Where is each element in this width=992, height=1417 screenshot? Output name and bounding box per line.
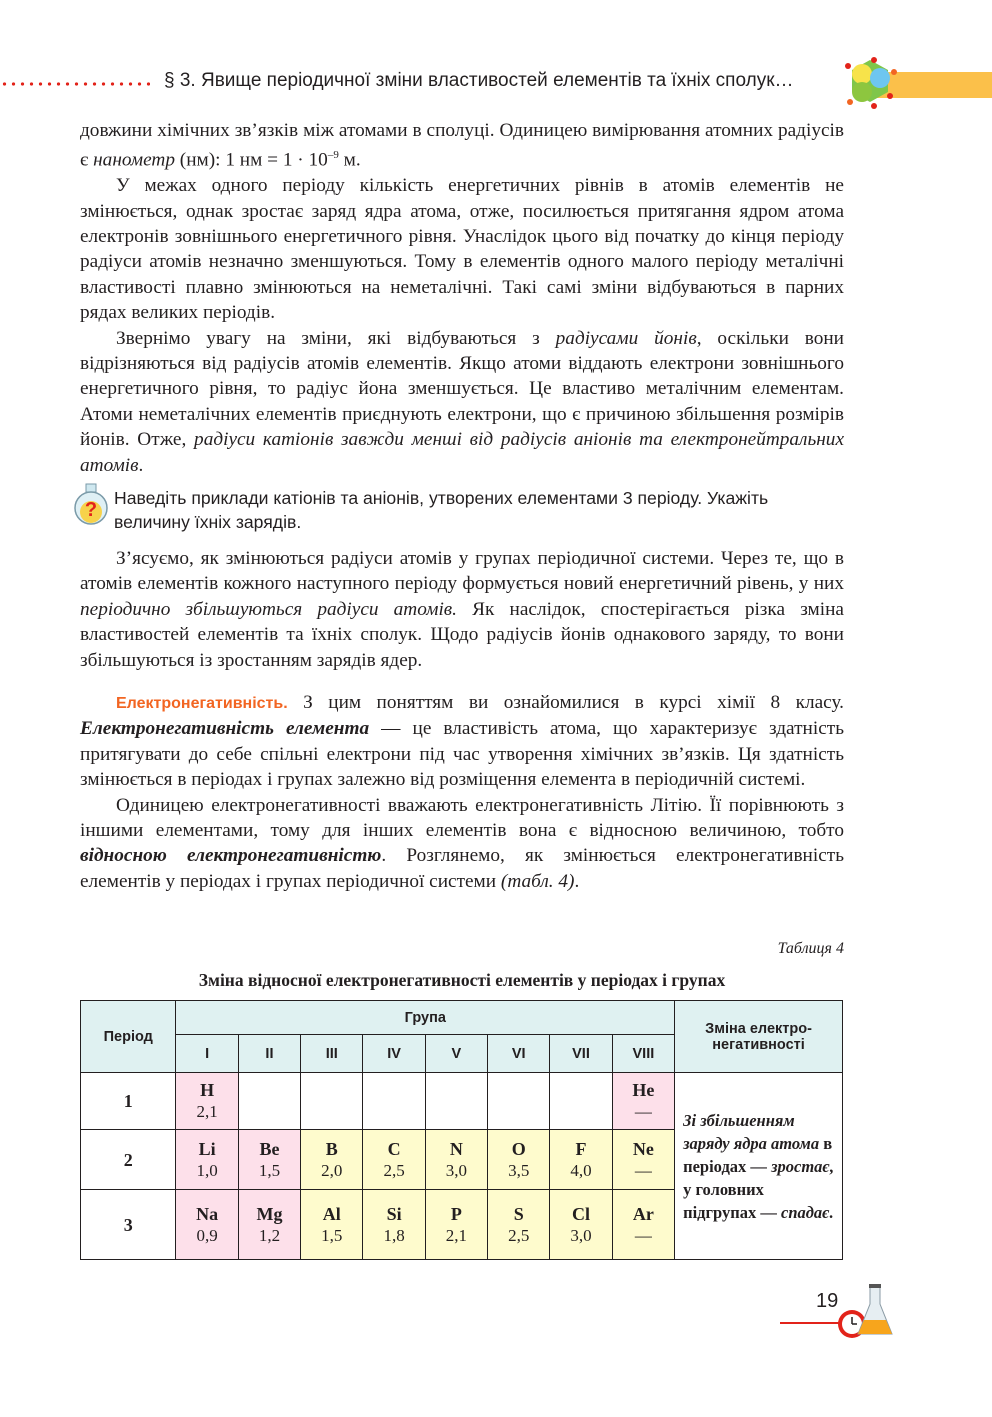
- element-cell: F 4,0: [550, 1130, 612, 1190]
- header-change: Зміна електро-негативності: [675, 1001, 843, 1073]
- element-cell: Ne —: [612, 1130, 674, 1190]
- element-cell: Cl 3,0: [550, 1190, 612, 1260]
- group-label: VI: [488, 1035, 550, 1073]
- group-label: VIII: [612, 1035, 674, 1073]
- element-cell: H 2,1: [176, 1073, 238, 1130]
- element-cell: Li 1,0: [176, 1130, 238, 1190]
- table-title: Зміна відносної електронегативності елементів у періодах і групах: [198, 970, 726, 990]
- page-number: 19: [816, 1290, 839, 1312]
- period-number: 3: [81, 1190, 176, 1260]
- group-label: I: [176, 1035, 238, 1073]
- paragraph-5: Електронегативність. З цим поняттям ви ознайомилися в курсі хімії 8 класу. Електронегативність елемента — це властивість атома, що характеризує здатність притягувати до себе спільні електрони під час утворення хімічних зв’язків. Ця здатність змінюється в періодах і групах залежно від розміщення елемента в періодичній системі.: [80, 692, 844, 791]
- element-cell: O 3,5: [488, 1130, 550, 1190]
- element-cell: C 2,5: [363, 1130, 425, 1190]
- term-heading: Електронегативність.: [116, 695, 288, 712]
- group-label: II: [238, 1035, 300, 1073]
- element-cell: Al 1,5: [301, 1190, 363, 1260]
- electronegativity-table: [80, 1000, 843, 1260]
- element-cell: N 3,0: [425, 1130, 487, 1190]
- flask-clock-icon: [836, 1282, 896, 1342]
- svg-text:?: ?: [84, 499, 98, 521]
- element-cell: [238, 1073, 300, 1130]
- element-cell: Mg 1,2: [238, 1190, 300, 1260]
- table-row-period-1: [81, 1073, 843, 1130]
- paragraph-2: У межах одного періоду кількість енергетичних рівнів в атомів елементів не змінюється, однак зростає заряд ядра атома, отже, посилюється притягання ядром атома електронів зовнішнього енергетичного рівня. Унаслідок цього від початку до кінця періоду радіуси атомів незначно зменшуються. Тому в елементів одного малого періоду металічні властивості плавно змінюються на неметалічні. Такі самі зміни відбуваються в парних рядах великих періодів.: [80, 175, 844, 324]
- element-cell: S 2,5: [488, 1190, 550, 1260]
- period-number: 2: [81, 1130, 176, 1190]
- dotted-line: [0, 82, 150, 86]
- change-note: Зі збільшенням заряду ядра атома в періодах — зростає, у головних підгрупах — спадає.: [675, 1073, 843, 1260]
- element-cell: He —: [612, 1073, 674, 1130]
- paragraph-6: Одиницею електронегативності вважають електронегативність Літію. Її порівнюють з іншими елементами, тому для інших елементів вона є відносною величиною, тобто відносною електронегативністю. Розглянемо, як змінюється електронегативність елементів у періодах і групах періодичної системи (табл. 4).: [80, 794, 844, 892]
- text-block-3: [80, 690, 844, 894]
- element-cell: [301, 1073, 363, 1130]
- table-caption: Таблиця 4: [777, 940, 844, 957]
- molecule-icon: [840, 52, 900, 112]
- element-cell: [363, 1073, 425, 1130]
- group-label: IV: [363, 1035, 425, 1073]
- element-cell: Si 1,8: [363, 1190, 425, 1260]
- element-cell: P 2,1: [425, 1190, 487, 1260]
- text-block-1: [80, 118, 844, 478]
- element-cell: [425, 1073, 487, 1130]
- element-cell: [488, 1073, 550, 1130]
- element-cell: B 2,0: [301, 1130, 363, 1190]
- text-block-2: [80, 546, 844, 673]
- header-period: Період: [81, 1001, 176, 1073]
- group-label: III: [301, 1035, 363, 1073]
- group-label: V: [425, 1035, 487, 1073]
- element-cell: Be 1,5: [238, 1130, 300, 1190]
- header-title: § 3. Явище періодичної зміни властивостей елементів та їхніх сполук…: [164, 70, 794, 91]
- paragraph-3: Звернімо увагу на зміни, які відбуваються з радіусами йонів, оскільки вони відрізняються від радіусів атомів елементів. Якщо атоми віддають електрони зовнішнього енергетичного рівня, то радіус йона зменшується. Це властиво металічним елементам. Атоми неметалічних елементів приєднують електрони, що є причиною збільшення розмірів йонів. Отже, радіуси катіонів завжди менші від радіусів аніонів та електронейтральних атомів.: [80, 327, 845, 476]
- element-cell: Ar —: [612, 1190, 674, 1260]
- paragraph-1: довжини хімічних зв’язків між атомами в сполуці. Одиницею вимірювання атомних радіусів є нанометр (нм): 1 нм = $1 \cdot 10^{-9}$ м.: [80, 120, 844, 171]
- period-number: 1: [81, 1073, 176, 1130]
- element-cell: [550, 1073, 612, 1130]
- paragraph-4: З’ясуємо, як змінюються радіуси атомів у групах періодичної системи. Через те, що в атомів елементів кожного наступного періоду формується новий енергетичний рівень, у них періодично збільшуються радіуси атомів. Як наслідок, спостерігається різка зміна властивостей елементів та їхніх сполук. Щодо радіусів йонів однакового заряду, то вони збільшуються із зростанням зарядів ядер.: [80, 548, 844, 671]
- question-flask-icon: [72, 482, 110, 526]
- question-box: [72, 482, 852, 536]
- element-cell: Na 0,9: [176, 1190, 238, 1260]
- header-group: Група: [176, 1001, 675, 1035]
- group-label: VII: [550, 1035, 612, 1073]
- question-text: Наведіть приклади катіонів та аніонів, утворених елементами 3 періоду. Укажіть величину їхніх зарядів.: [114, 488, 769, 532]
